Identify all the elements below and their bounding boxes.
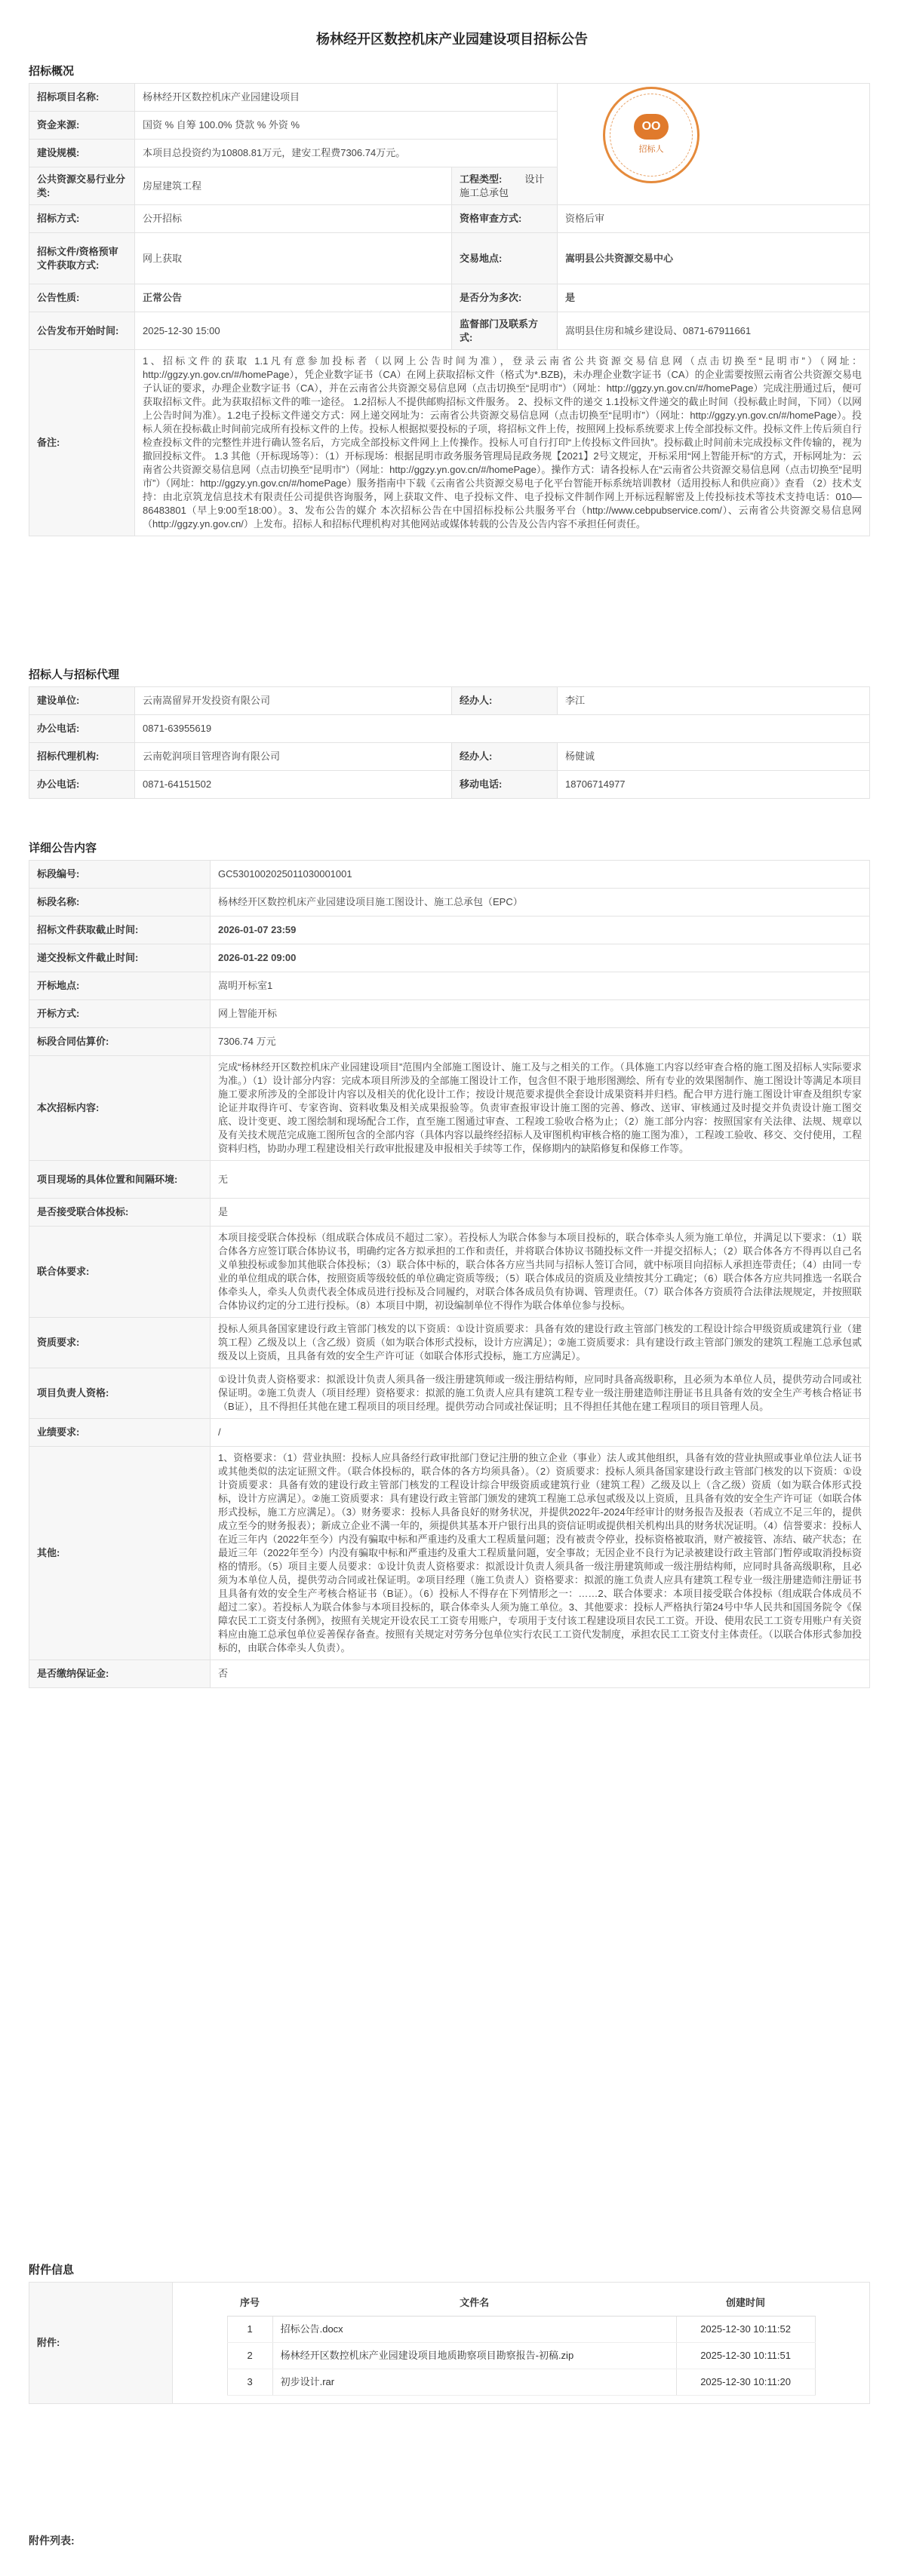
price-label: 标段合同估算价: <box>29 1028 211 1056</box>
supervise-value: 嵩明县住房和城乡建设局、0871-67911661 <box>558 312 870 350</box>
project-name: 杨林经开区数控机床产业园建设项目 <box>135 84 558 112</box>
platform-value: 房屋建筑工程 <box>135 167 452 205</box>
review-label: 资格审查方式: <box>452 205 558 233</box>
table-row[interactable] <box>227 2369 815 2396</box>
consortium-label: 是否接受联合体投标: <box>29 1199 211 1227</box>
attachments-cell <box>173 2283 870 2404</box>
manager-text: ①设计负责人资格要求：拟派设计负责人须具备一级注册建筑师或一级注册结构师，应同时具备高级职称，且必须为本单位人员，提供劳动合同或社保证明。②施工负责人（项目经理）资格要求：拟派的施工负责人应具有建筑工程专业一级注册建造师注册证书且具备有效的安全生产考核合格证书（B证），且不得担任其他在建工程项目的项目经理。提供劳动合同或社保证明；且不得担任其他在建工程项目的项目管理人员。 <box>211 1368 870 1419</box>
qualification-label: 资质要求: <box>29 1318 211 1368</box>
table-row <box>29 743 870 771</box>
attachment-time: 2025-12-30 10:11:51 <box>676 2343 815 2369</box>
table-row <box>29 1419 870 1447</box>
location-value: 无 <box>211 1161 870 1199</box>
attachments-label: 附件: <box>29 2283 173 2404</box>
fund-label: 资金来源: <box>29 112 135 140</box>
attachment-list-label: 附件列表: <box>29 2535 75 2547</box>
col-header-name: 文件名 <box>272 2290 676 2317</box>
section-attachments-heading: 附件信息 <box>29 2264 75 2277</box>
table-row <box>29 1000 870 1028</box>
table-row <box>29 205 870 233</box>
consortium-req-label: 联合体要求: <box>29 1227 211 1318</box>
project-type-value: 设计施工总承包 <box>460 173 545 198</box>
table-row <box>29 1028 870 1056</box>
scale-label: 建设规模: <box>29 140 135 167</box>
get-file-label: 招标文件/资格预审文件获取方式: <box>29 233 135 284</box>
scope-label: 本次招标内容: <box>29 1056 211 1161</box>
manager-label: 项目负责人资格: <box>29 1368 211 1419</box>
handler-label: 经办人: <box>452 687 558 715</box>
attachment-no: 3 <box>227 2369 272 2396</box>
mobile-value: 18706714977 <box>558 771 870 799</box>
project-type-label: 工程类型: 设计施工总承包 <box>452 167 558 205</box>
scale-value: 本项目总投资约为10808.81万元，建安工程费7306.74万元。 <box>135 140 558 167</box>
code-label: 标段编号: <box>29 861 211 889</box>
table-row <box>29 972 870 1000</box>
trade-place-label: 交易地点: <box>452 233 558 284</box>
attachment-time: 2025-12-30 10:11:20 <box>676 2369 815 2396</box>
table-row <box>29 916 870 944</box>
method-value: 公开招标 <box>135 205 452 233</box>
status-label: 公告性质: <box>29 284 135 312</box>
remark-label: 备注: <box>29 350 135 536</box>
tenderee-phone-label: 办公电话: <box>29 715 135 743</box>
publish-value: 2025-12-30 15:00 <box>135 312 452 350</box>
table-row <box>29 84 870 112</box>
agent-phone-label: 办公电话: <box>29 771 135 799</box>
review-value: 资格后审 <box>558 205 870 233</box>
name-label: 标段名称: <box>29 889 211 916</box>
supervise-label: 监督部门及联系方式: <box>452 312 558 350</box>
split-value: 是 <box>558 284 870 312</box>
agency-table <box>29 686 870 799</box>
get-deadline-value: 2026-01-07 23:59 <box>211 916 870 944</box>
section-overview-heading: 招标概况 <box>29 65 75 78</box>
publish-label: 公告发布开始时间: <box>29 312 135 350</box>
scope-text: 完成“杨林经开区数控机床产业园建设项目”范围内全部施工图设计、施工及与之相关的工作。（具体施工内容以经审查合格的施工图及招标人实际要求为准。）（1）设计部分内容：完成本项目所涉及的全部施工图设计工作，包含但不限于地形图测绘、所有专业的效果图制作、施工图设计等满足本项目施工要求所涉及的全部设计内容以及相关的优化设计工作；按设计规范要求提供全套设计成果资料并归档。配合甲方进行施工图设计审查及组织专家论证并取得许可、专家咨询、资料收集及相关成果报验等。负责审查报审设计施工图的完善、修改、送审、审核通过及时提交并负责设计施工图交底、设计变更、竣工图绘制和现场配合工作，直至施工图通过审查、工程竣工验收合格为止；（2）施工部分内容：按照国家有关法律、法规、规章以及有关技术规范完成施工图所包含的全部内容（具体内容以最终经招标人及审图机构审核合格的施工图为准），工程竣工验收、移交、交付使用，工程资料归档，协助办理工程建设相关行政审批报建及申报相关手续等工作，保修期内的缺陷修复和保修工作等。 <box>211 1056 870 1161</box>
mobile-label: 移动电话: <box>452 771 558 799</box>
table-row <box>29 889 870 916</box>
attachment-no: 2 <box>227 2343 272 2369</box>
seal-mark-icon: OO <box>634 114 669 140</box>
details-table <box>29 860 870 1688</box>
deposit-value: 否 <box>211 1660 870 1688</box>
tenderee-label: 建设单位: <box>29 687 135 715</box>
attachments-table <box>227 2290 816 2396</box>
location-label: 项目现场的具体位置和间隔环境: <box>29 1161 211 1199</box>
table-row <box>29 861 870 889</box>
name-value: 杨林经开区数控机床产业园建设项目施工图设计、施工总承包（EPC） <box>211 889 870 916</box>
seal-inner <box>610 94 693 177</box>
table-row <box>29 1447 870 1660</box>
code-value: GC5301002025011030001001 <box>211 861 870 889</box>
table-row <box>29 233 870 284</box>
open-place-value: 嵩明开标室1 <box>211 972 870 1000</box>
get-deadline-label: 招标文件获取截止时间: <box>29 916 211 944</box>
agent-label: 招标代理机构: <box>29 743 135 771</box>
submit-deadline-label: 递交投标文件截止时间: <box>29 944 211 972</box>
table-row <box>29 1318 870 1368</box>
fund-source: 国资 % 自筹 100.0% 贷款 % 外资 % <box>135 112 558 140</box>
seal-cell <box>558 84 870 205</box>
consortium-value: 是 <box>211 1199 870 1227</box>
agent-handler-value: 杨健诚 <box>558 743 870 771</box>
agent-phone: 0871-64151502 <box>135 771 452 799</box>
submit-deadline-value: 2026-01-22 09:00 <box>211 944 870 972</box>
table-row <box>29 284 870 312</box>
page-title: 杨林经开区数控机床产业园建设项目招标公告 <box>316 32 588 47</box>
attachments-section <box>29 2282 875 2404</box>
table-row[interactable] <box>227 2343 815 2369</box>
qualification-text: 投标人须具备国家建设行政主管部门核发的以下资质：①设计资质要求：具备有效的建设行政主管部门核发的工程设计综合甲级资质或建筑行业（建筑工程）乙级及以上（含乙级）资质（如为联合体形式投标，设计方应满足）；②施工资质要求：具有建设行政主管部门颁发的建筑工程施工总承包贰级及以上资质，且具备有效的安全生产许可证（如联合体形式投标，施工方应满足）。 <box>211 1318 870 1368</box>
method-label: 招标方式: <box>29 205 135 233</box>
project-name-label: 招标项目名称: <box>29 84 135 112</box>
section-agency-heading: 招标人与招标代理 <box>29 668 120 681</box>
table-row <box>29 1368 870 1419</box>
table-row <box>29 312 870 350</box>
attachment-link[interactable]: 初步设计.rar <box>272 2369 676 2396</box>
attachment-no: 1 <box>227 2317 272 2343</box>
table-row <box>29 771 870 799</box>
table-row <box>29 1161 870 1199</box>
table-row[interactable] <box>227 2317 815 2343</box>
get-file-value: 网上获取 <box>135 233 452 284</box>
col-header-no: 序号 <box>227 2290 272 2317</box>
attachment-time: 2025-12-30 10:11:52 <box>676 2317 815 2343</box>
tenderee-phone: 0871-63955619 <box>135 715 870 743</box>
performance-value: / <box>211 1419 870 1447</box>
table-row <box>29 715 870 743</box>
status-value: 正常公告 <box>135 284 452 312</box>
agent-value: 云南乾润项目管理咨询有限公司 <box>135 743 452 771</box>
attachment-link[interactable]: 杨林经开区数控机床产业园建设项目地质勘察项目勘察报告-初稿.zip <box>272 2343 676 2369</box>
open-method-label: 开标方式: <box>29 1000 211 1028</box>
table-row <box>29 2283 870 2404</box>
col-header-time: 创建时间 <box>676 2290 815 2317</box>
overview-section <box>29 83 875 664</box>
other-label: 其他: <box>29 1447 211 1660</box>
table-row <box>29 1660 870 1688</box>
seal-stamp <box>603 87 700 183</box>
table-row <box>29 687 870 715</box>
table-row <box>29 1199 870 1227</box>
split-label: 是否分为多次: <box>452 284 558 312</box>
agency-section <box>29 686 875 837</box>
table-row <box>29 1056 870 1161</box>
performance-label: 业绩要求: <box>29 1419 211 1447</box>
consortium-req-text: 本项目接受联合体投标（组成联合体成员不超过二家）。若投标人为联合体参与本项目投标的，联合体牵头人须为施工单位，并满足以下要求：（1）联合体各方应签订联合体协议书，明确约定各方拟承担的工作和责任，并将联合体协议书随投标文件一并提交招标人；（2）联合体各方不得再以自己名义单独投标或参加其他联合体投标；（3）联合体中标的，联合体各方应当共同与招标人签订合同，就中标项目向招标人承担连带责任；（4）由同一专业的单位组成的联合体，按照资质等级较低的单位确定资质等级；（5）联合体成员的资质及业绩按其分工确定；（6）联合体各方应共同推选一名联合体牵头人，牵头人负责代表全体成员进行投标及合同履约，对联合体各成员负有协调、管理责任。（7）联合体各方资质符合法律法规规定，并按照联合体协议约定的分工进行投标。（8）本项目中期，初设编制单位不得作为联合体单位参与投标。 <box>211 1227 870 1318</box>
table-row <box>29 350 870 536</box>
attachments-outer-table <box>29 2282 870 2404</box>
deposit-label: 是否缴纳保证金: <box>29 1660 211 1688</box>
trade-place-value: 嵩明县公共资源交易中心 <box>558 233 870 284</box>
tenderee-value: 云南嵩留昇开发投资有限公司 <box>135 687 452 715</box>
price-value: 7306.74 万元 <box>211 1028 870 1056</box>
open-method-value: 网上智能开标 <box>211 1000 870 1028</box>
attachments-header-row <box>227 2290 815 2317</box>
overview-table <box>29 83 870 536</box>
platform-label: 公共资源交易行业分类: <box>29 167 135 205</box>
open-place-label: 开标地点: <box>29 972 211 1000</box>
seal-text: 招标人 <box>638 145 664 154</box>
other-text: 1、资格要求：（1）营业执照：投标人应具备经行政审批部门登记注册的独立企业（事业）法人或其他组织，具备有效的营业执照或事业单位法人证书或其他类似的法定证照文件。（联合体投标的，联合体的各方均须具备）。（2）资质要求：投标人须具备国家建设行政主管部门核发的以下资质：①设计资质要求：具备有效的建设行政主管部门核发的工程设计综合甲级资质或建筑行业（建筑工程）乙级及以上（含乙级）资质（如为联合体形式投标，设计方应满足）。②施工资质要求：具有建设行政主管部门颁发的建筑工程施工总承包贰级及以上资质，且具备有效的安全生产许可证（如联合体形式投标，施工方应满足）。（3）财务要求：投标人具备良好的财务状况，并提供2022年-2024年经审计的财务报告及报表（若成立不足三年的，提供成立至今的财务报表）；新成立企业不满一年的，须提供其基本开户银行出具的资信证明或提供相关机构出具的财务状况证明。（4）信誉要求：投标人在近三年内（2022年至今）内没有骗取中标和严重违约及重大工程质量问题；没有被责令停业，投标资格被取消，财产被接管、冻结、破产状态；在最近三年（2022年至今）内没有骗取中标和严重违约及重大工程质量问题，安全事故；无因企业不良行为记录被建设行政主管部门暂停或取消投标资格的情形。（5）项目主要人员要求：①设计负责人资格要求：拟派设计负责人须具备一级注册建筑师或一级注册结构师，应同时具备高级职称，且必须为本单位人员，提供劳动合同或社保证明。②项目经理（施工负责人）资格要求：拟派的施工负责人应具有建筑工程专业一级注册建造师注册证书且具备有效的安全生产考核合格证书（B证）。（6）投标人不得存在下列情形之一：……2、联合体要求：本项目接受联合体投标（组成联合体成员不超过二家）。若投标人为联合体参与本项目投标的，联合体牵头人须为施工单位。3、其他要求：投标人严格执行第24号中华人民共和国国务院令《保障农民工工资支付条例》，按照有关规定开设农民工工资专用账户，专项用于支付该工程建设项目农民工工资。开设、使用农民工工资专用账户有关资料应由施工总承包单位妥善保存备查。按照有关规定对劳务分包单位实行农民工工资代发制度，承担农民工工资支付主体责任。（以联合体形式参加投标的，由联合体牵头人负责）。 <box>211 1447 870 1660</box>
remark-text: 1、招标文件的获取 1.1凡有意参加投标者（以网上公告时间为准），登录云南省公共资源交易信息网（点击切换至“昆明市”）（网址：http://ggzy.yn.gov.cn/#/homePage），凭企业数字证书（CA）在网上获取招标文件（格式为*.BZB)，未办理企业数字证书（CA）的企业需要按照云南省公共资源交易电子认证的要求，办理企业数字证书（CA），并在云南省公共资源交易信息网（点击切换至“昆明市”）（网址：http://ggzy.yn.gov.cn/#/homePage）完成注册通过后，便可获取招标文件。此为获取招标文件的唯一途径。 1.2招标人不提供邮购招标文件服务。 2、投标文件的递交 1.1投标文件递交的截止时间（投标截止时间，下同）（以网上公告时间为准）。1.2电子投标文件递交方式：网上递交网址为：云南省公共资源交易信息网（点击切换至“昆明市”）（网址：http://ggzy.yn.gov.cn/#/homePage）。投标人须在投标截止时间前完成所有投标文件的上传。投标人根据拟要投标的子项，将招标文件上传，按照网上投标系统要求上传全部投标文件。投标文件上传后须自行检查投标文件的完整性并进行确认签名后，方完成全部投标文件网上上传操作。投标人可自行打印“上传投标文件回执”。投标截止时间前未完成投标文件传输的，视为撤回投标文件。 1.3 其他（开标现场等）：（1）开标现场：根据昆明市政务服务管理局昆政务规【2021】2号文规定，开标采用“网上智能开标”的方式，开标网址为：云南省公共资源交易信息网（点击切换至“昆明市”）（网址：http://ggzy.yn.gov.cn/#/homePage）。操作方式：请各投标人在“云南省公共资源交易信息网（点击切换至“昆明市”）（网址：http://ggzy.yn.gov.cn/#/homePage）服务指南中下载《云南省公共资源交易电子化平台智能开标系统培训教材（适用投标人和供应商）》查看 （2）技术支持：由北京筑龙信息技术有限责任公司提供咨询服务，网上获取文件、电子投标文件、电子投标文件制作网上开标远程解密及上传投标技术等技术支持电话：010—86483801（早上9:00至18:00）。3、发布公告的媒介 本次招标公告在中国招标投标公共服务平台（http://www.cebpubservice.com/）、云南省公共资源交易信息网（http://ggzy.yn.gov.cn/）上发布。招标人和招标代理机构对其他网站或媒体转载的公告及公告内容不承担任何责任。 <box>135 350 870 536</box>
table-row <box>29 1227 870 1318</box>
section-details-heading: 详细公告内容 <box>29 842 97 855</box>
attachment-link[interactable]: 招标公告.docx <box>272 2317 676 2343</box>
handler-value: 李江 <box>558 687 870 715</box>
details-section <box>29 860 875 2259</box>
agent-handler-label: 经办人: <box>452 743 558 771</box>
table-row <box>29 944 870 972</box>
